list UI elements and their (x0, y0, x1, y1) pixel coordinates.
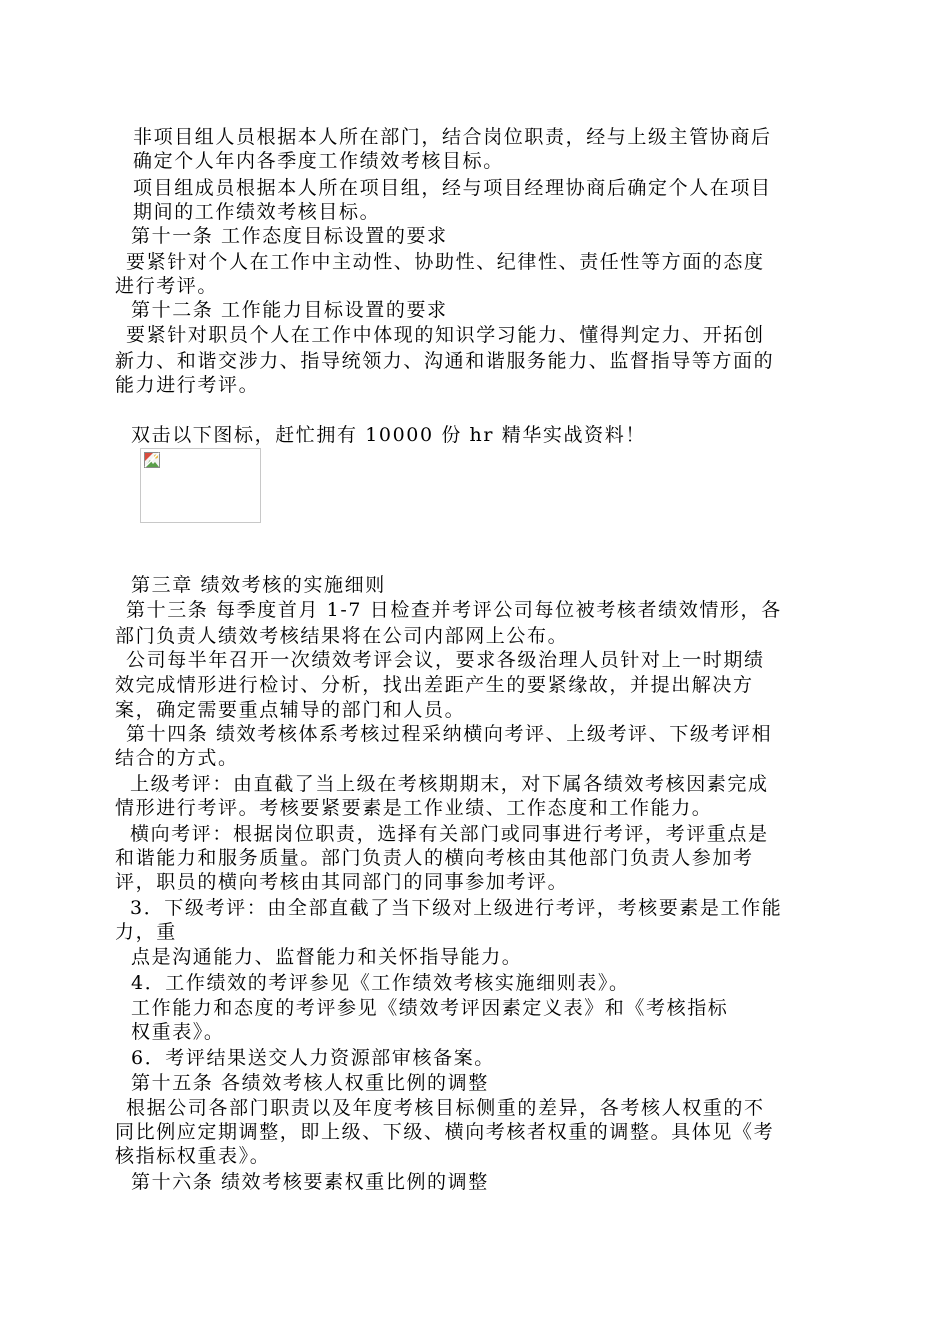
broken-image-icon (144, 452, 160, 468)
section-heading: 第十二条 工作能力目标设置的要求 (131, 299, 448, 321)
text-line: 和谐能力和服务质量。部门负责人的横向考核由其他部门负责人参加考 (115, 847, 754, 869)
text-line: 案，确定需要重点辅导的部门和人员。 (115, 699, 466, 721)
text-line: 能力进行考评。 (115, 374, 260, 396)
text-line: 6．考评结果送交人力资源部审核备案。 (131, 1047, 495, 1069)
text-line: 非项目组人员根据本人所在部门，结合岗位职责，经与上级主管协商后 (133, 126, 772, 148)
text-line: 新力、和谐交涉力、指导统领力、沟通和谐服务能力、监督指导等方面的 (115, 350, 775, 372)
text-line: 工作能力和态度的考评参见《绩效考评因素定义表》和《考核指标 (131, 997, 729, 1019)
text-line: 4．工作绩效的考评参见《工作绩效考核实施细则表》。 (131, 972, 630, 994)
download-prompt: 双击以下图标，赶忙拥有 10000 份 hr 精华实战资料！ (131, 424, 646, 446)
text-line: 进行考评。 (115, 275, 219, 297)
text-line: 项目组成员根据本人所在项目组，经与项目经理协商后确定个人在项目 (133, 177, 772, 199)
text-line: 结合的方式。 (115, 747, 239, 769)
text-line: 横向考评：根据岗位职责，选择有关部门或同事进行考评，考评重点是 (130, 823, 769, 845)
chapter-heading: 第三章 绩效考核的实施细则 (131, 574, 386, 596)
text-line: 第十三条 每季度首月 1-7 日检查并考评公司每位被考核者绩效情形，各 (126, 599, 782, 621)
text-line: 评，职员的横向考核由其同部门的同事参加考评。 (115, 871, 569, 893)
text-line: 确定个人年内各季度工作绩效考核目标。 (133, 150, 504, 172)
text-line: 3．下级考评：由全部直截了当下级对上级进行考评，考核要素是工作能 (130, 897, 783, 919)
text-line: 上级考评：由直截了当上级在考核期期末，对下属各绩效考核因素完成 (130, 773, 769, 795)
text-line: 点是沟通能力、监督能力和关怀指导能力。 (131, 946, 523, 968)
section-heading: 第十五条 各绩效考核人权重比例的调整 (131, 1072, 489, 1094)
text-line: 效完成情形进行检讨、分析，找出差距产生的要紧缘故，并提出解决方 (115, 674, 754, 696)
text-line: 期间的工作绩效考核目标。 (133, 201, 381, 223)
text-line: 同比例应定期调整，即上级、下级、横向考核者权重的调整。具体见《考 (115, 1121, 775, 1143)
text-line: 根据公司各部门职责以及年度考核目标侧重的差异，各考核人权重的不 (126, 1097, 765, 1119)
text-line: 第十四条 绩效考核体系考核过程采纳横向考评、上级考评、下级考评相 (126, 723, 773, 745)
text-line: 要紧针对个人在工作中主动性、协助性、纪律性、责任性等方面的态度 (126, 251, 765, 273)
text-line: 要紧针对职员个人在工作中体现的知识学习能力、懂得判定力、开拓创 (126, 324, 765, 346)
section-heading: 第十六条 绩效考核要素权重比例的调整 (131, 1171, 489, 1193)
text-line: 权重表》。 (131, 1021, 225, 1043)
text-line: 部门负责人绩效考核结果将在公司内部网上公布。 (115, 625, 569, 647)
image-placeholder[interactable] (140, 448, 261, 523)
text-line: 力，重 (115, 921, 177, 943)
text-line: 情形进行考评。考核要紧要素是工作业绩、工作态度和工作能力。 (115, 797, 713, 819)
text-line: 核指标权重表》。 (115, 1145, 271, 1167)
section-heading: 第十一条 工作态度目标设置的要求 (131, 225, 448, 247)
text-line: 公司每半年召开一次绩效考评会议，要求各级治理人员针对上一时期绩 (126, 649, 765, 671)
